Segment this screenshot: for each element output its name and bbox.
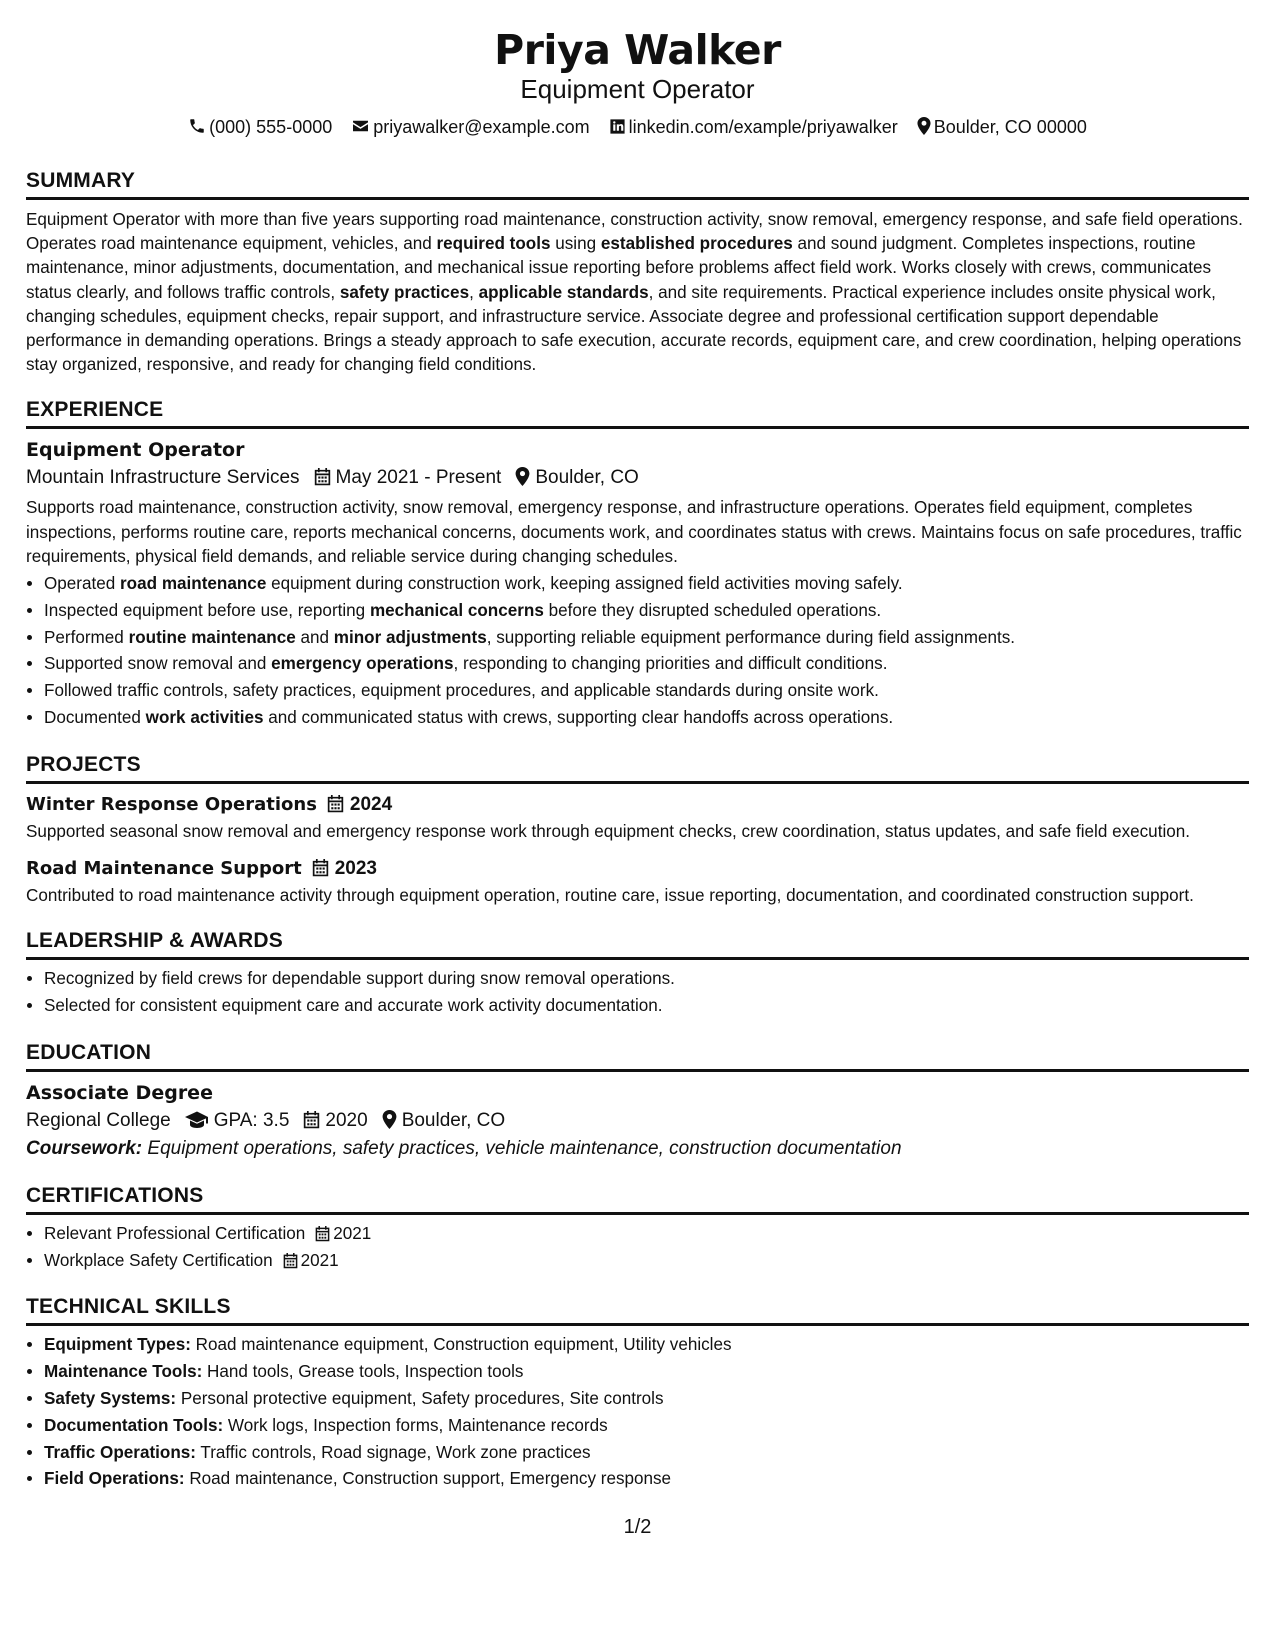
skill-label: Field Operations:: [44, 1469, 185, 1489]
bullet-text: before they disrupted scheduled operations.: [543, 600, 882, 620]
job-dates: May 2021 - Present: [335, 467, 502, 489]
list-item: [44, 678, 1249, 705]
leadership-section: [26, 928, 1249, 1020]
section-title-skills: TECHNICAL SKILLS: [26, 1294, 1249, 1326]
coursework: [26, 1135, 1249, 1163]
skill-value: Road maintenance equipment, Construction equipment, Utility vehicles: [190, 1335, 732, 1355]
summary-section: [26, 168, 1249, 377]
section-title-experience: EXPERIENCE: [26, 397, 1249, 429]
summary-bold: established procedures: [600, 234, 793, 254]
summary-part: Equipment Operator with more than five years supporting road maintenance, construction activity, snow removal, emergency response, and safe field operations. Operates road maintenance equipment, vehicles, and: [26, 210, 1243, 254]
bullet-bold: work activities: [145, 708, 264, 728]
project-description: Contributed to road maintenance activity through equipment operation, routine care, issue reporting, documentation, and coordinated construction support.: [26, 886, 1194, 906]
summary-part: and sound judgment. Completes inspections, routine maintenance, minor adjustments, documentation, and mechanical issue reporting before problems affect field work. Works closely with crews, communicates status clearly, and follows traffic controls,: [26, 234, 1212, 302]
summary-part: using: [550, 234, 601, 254]
project-description: Supported seasonal snow removal and emergency response work through equipment checks, crew coordination, status updates, and safe field execution.: [26, 821, 1191, 841]
skill-value: Traffic controls, Road signage, Work zone practices: [195, 1442, 591, 1462]
map-pin-icon: [515, 467, 530, 486]
job-meta: [26, 464, 1249, 492]
summary-bold: applicable standards: [478, 282, 649, 302]
bullet-text: , supporting reliable equipment performance during field assignments.: [486, 627, 1016, 647]
bullet-text: Documented: [44, 708, 146, 728]
cert-name: Workplace Safety Certification: [44, 1250, 273, 1270]
linkedin-icon: [609, 118, 626, 135]
graduation-cap-icon: [185, 1110, 209, 1129]
summary-part: , and site requirements. Practical experience includes onsite physical work, changing schedules, equipment checks, repair support, and infrastructure service. Associate degree and professional certification support dependable performance in demanding operations. Brings a steady approach to safe execution, accurate records, equipment care, and crew coordination, helping operations stay organized, responsive, and ready for changing field conditions.: [26, 282, 1242, 375]
certifications-list: [26, 1221, 1249, 1275]
list-item: [44, 705, 1249, 732]
calendar-icon: [312, 858, 329, 877]
calendar-icon: [303, 1110, 320, 1129]
list-item: [44, 1359, 1249, 1386]
skill-label: Equipment Types:: [44, 1335, 191, 1355]
bullet-text: and communicated status with crews, supporting clear handoffs across operations.: [263, 708, 894, 728]
skill-value: Work logs, Inspection forms, Maintenance records: [223, 1415, 608, 1435]
summary-bold: safety practices: [339, 282, 470, 302]
map-pin-icon: [382, 1110, 397, 1129]
bullet-bold: mechanical concerns: [369, 600, 544, 620]
skills-section: [26, 1294, 1249, 1493]
phone-icon: [188, 117, 206, 135]
contact-linkedin[interactable]: [609, 116, 898, 138]
contact-phone[interactable]: [188, 116, 332, 138]
list-item: [44, 1466, 1249, 1493]
list-item: [44, 1332, 1249, 1359]
bullet-text: Followed traffic controls, safety practices, equipment procedures, and applicable standards during onsite work.: [44, 681, 879, 701]
list-item: [44, 1248, 1249, 1275]
section-title-education: EDUCATION: [26, 1040, 1249, 1072]
job-location: Boulder, CO: [535, 467, 639, 489]
bullet-text: Supported snow removal and: [44, 654, 272, 674]
skills-list: [26, 1332, 1249, 1493]
coursework-label: Coursework:: [26, 1137, 143, 1159]
list-item: • Selected for consistent equipment care and accurate work activity documentation.: [44, 993, 1249, 1020]
bullet-bold: minor adjustments: [333, 627, 487, 647]
coursework-text: Equipment operations, safety practices, vehicle maintenance, construction documentation: [142, 1137, 902, 1159]
calendar-icon: [327, 794, 344, 813]
section-title-summary: SUMMARY: [26, 168, 1249, 200]
map-pin-icon: [917, 117, 931, 135]
phone-text: (000) 555-0000: [209, 117, 333, 137]
gpa: GPA: 3.5: [213, 1109, 290, 1131]
list-item: [44, 571, 1249, 598]
bullet-text: equipment during construction work, keeping assigned field activities moving safely.: [266, 574, 903, 594]
bullet-text: Inspected equipment before use, reporting: [44, 600, 370, 620]
job-title: Equipment Operator: [26, 439, 245, 462]
education-section: [26, 1040, 1249, 1163]
project-year: 2024: [349, 793, 393, 815]
project-title: [26, 856, 1249, 882]
cert-year: 2021: [333, 1223, 372, 1243]
skill-value: Road maintenance, Construction support, Emergency response: [184, 1469, 672, 1489]
bullet-text: Performed: [44, 627, 129, 647]
bullet-bold: emergency operations: [271, 654, 454, 674]
skill-value: Personal protective equipment, Safety procedures, Site controls: [176, 1389, 664, 1408]
section-title-certifications: CERTIFICATIONS: [26, 1183, 1249, 1215]
leadership-list: [26, 966, 1249, 1020]
cert-name: Relevant Professional Certification: [44, 1223, 306, 1243]
bullet-bold: road maintenance: [120, 574, 267, 594]
skill-value: Hand tools, Grease tools, Inspection tools: [202, 1362, 524, 1382]
calendar-icon: [314, 467, 331, 486]
school-name: Regional College: [26, 1109, 171, 1131]
company-name: Mountain Infrastructure Services: [26, 467, 300, 489]
projects-section: [26, 752, 1249, 908]
section-title-leadership: LEADERSHIP & AWARDS: [26, 928, 1249, 960]
page-number: 1/2: [623, 1516, 652, 1538]
certifications-section: [26, 1183, 1249, 1275]
calendar-icon: [315, 1225, 330, 1242]
summary-bold: required tools: [436, 234, 551, 254]
degree-title: Associate Degree: [26, 1081, 213, 1104]
project-name: Road Maintenance Support: [26, 858, 302, 880]
summary-part: ,: [469, 282, 479, 302]
job-bullets: [26, 571, 1249, 732]
calendar-icon: [283, 1252, 298, 1269]
linkedin-text: linkedin.com/example/priyawalker: [628, 117, 898, 137]
bullet-text: Operated: [44, 574, 121, 594]
skill-label: Maintenance Tools:: [44, 1362, 203, 1382]
project-name: Winter Response Operations: [26, 793, 317, 815]
list-item: [44, 625, 1249, 652]
candidate-role: Equipment Operator: [520, 74, 755, 104]
project-title: [26, 792, 1249, 818]
bullet-text: and: [295, 627, 334, 647]
bullet-bold: routine maintenance: [128, 627, 296, 647]
skill-label: Safety Systems:: [44, 1389, 177, 1408]
summary-text: [26, 208, 1249, 377]
skill-label: Documentation Tools:: [44, 1415, 224, 1435]
contact-line: [26, 116, 1249, 138]
bullet-text: , responding to changing priorities and difficult conditions.: [453, 654, 888, 674]
experience-section: [26, 397, 1249, 731]
education-location: Boulder, CO: [401, 1109, 506, 1131]
contact-location: [917, 116, 1087, 138]
location-text: Boulder, CO 00000: [933, 117, 1087, 137]
education-meta: [26, 1107, 1249, 1135]
list-item: [44, 598, 1249, 625]
section-title-projects: PROJECTS: [26, 752, 1249, 784]
education-year: 2020: [325, 1109, 368, 1131]
envelope-icon: [351, 117, 370, 135]
email-text: priyawalker@example.com: [373, 117, 590, 137]
job-description: Supports road maintenance, construction activity, snow removal, emergency response, and infrastructure operations. Operates field equipment, completes inspections, performs routine care, reports mechanical concerns, documents work, and coordinates status with crews. Maintains focus on safe procedures, traffic requirements, physical field demands, and reliable service during changing schedules.: [26, 498, 1242, 566]
candidate-name: Priya Walker: [494, 26, 781, 74]
list-item: [44, 1440, 1249, 1467]
resume-page: [26, 0, 1249, 1493]
skill-label: Traffic Operations:: [44, 1442, 196, 1462]
list-item: [44, 1221, 1249, 1248]
cert-year: 2021: [300, 1250, 339, 1270]
list-item: • Recognized by field crews for dependable support during snow removal operations.: [44, 966, 1249, 993]
list-item: [44, 1386, 1249, 1413]
list-item: [44, 1413, 1249, 1440]
list-item: [44, 651, 1249, 678]
contact-email[interactable]: [351, 116, 589, 138]
project-year: 2023: [334, 858, 377, 880]
